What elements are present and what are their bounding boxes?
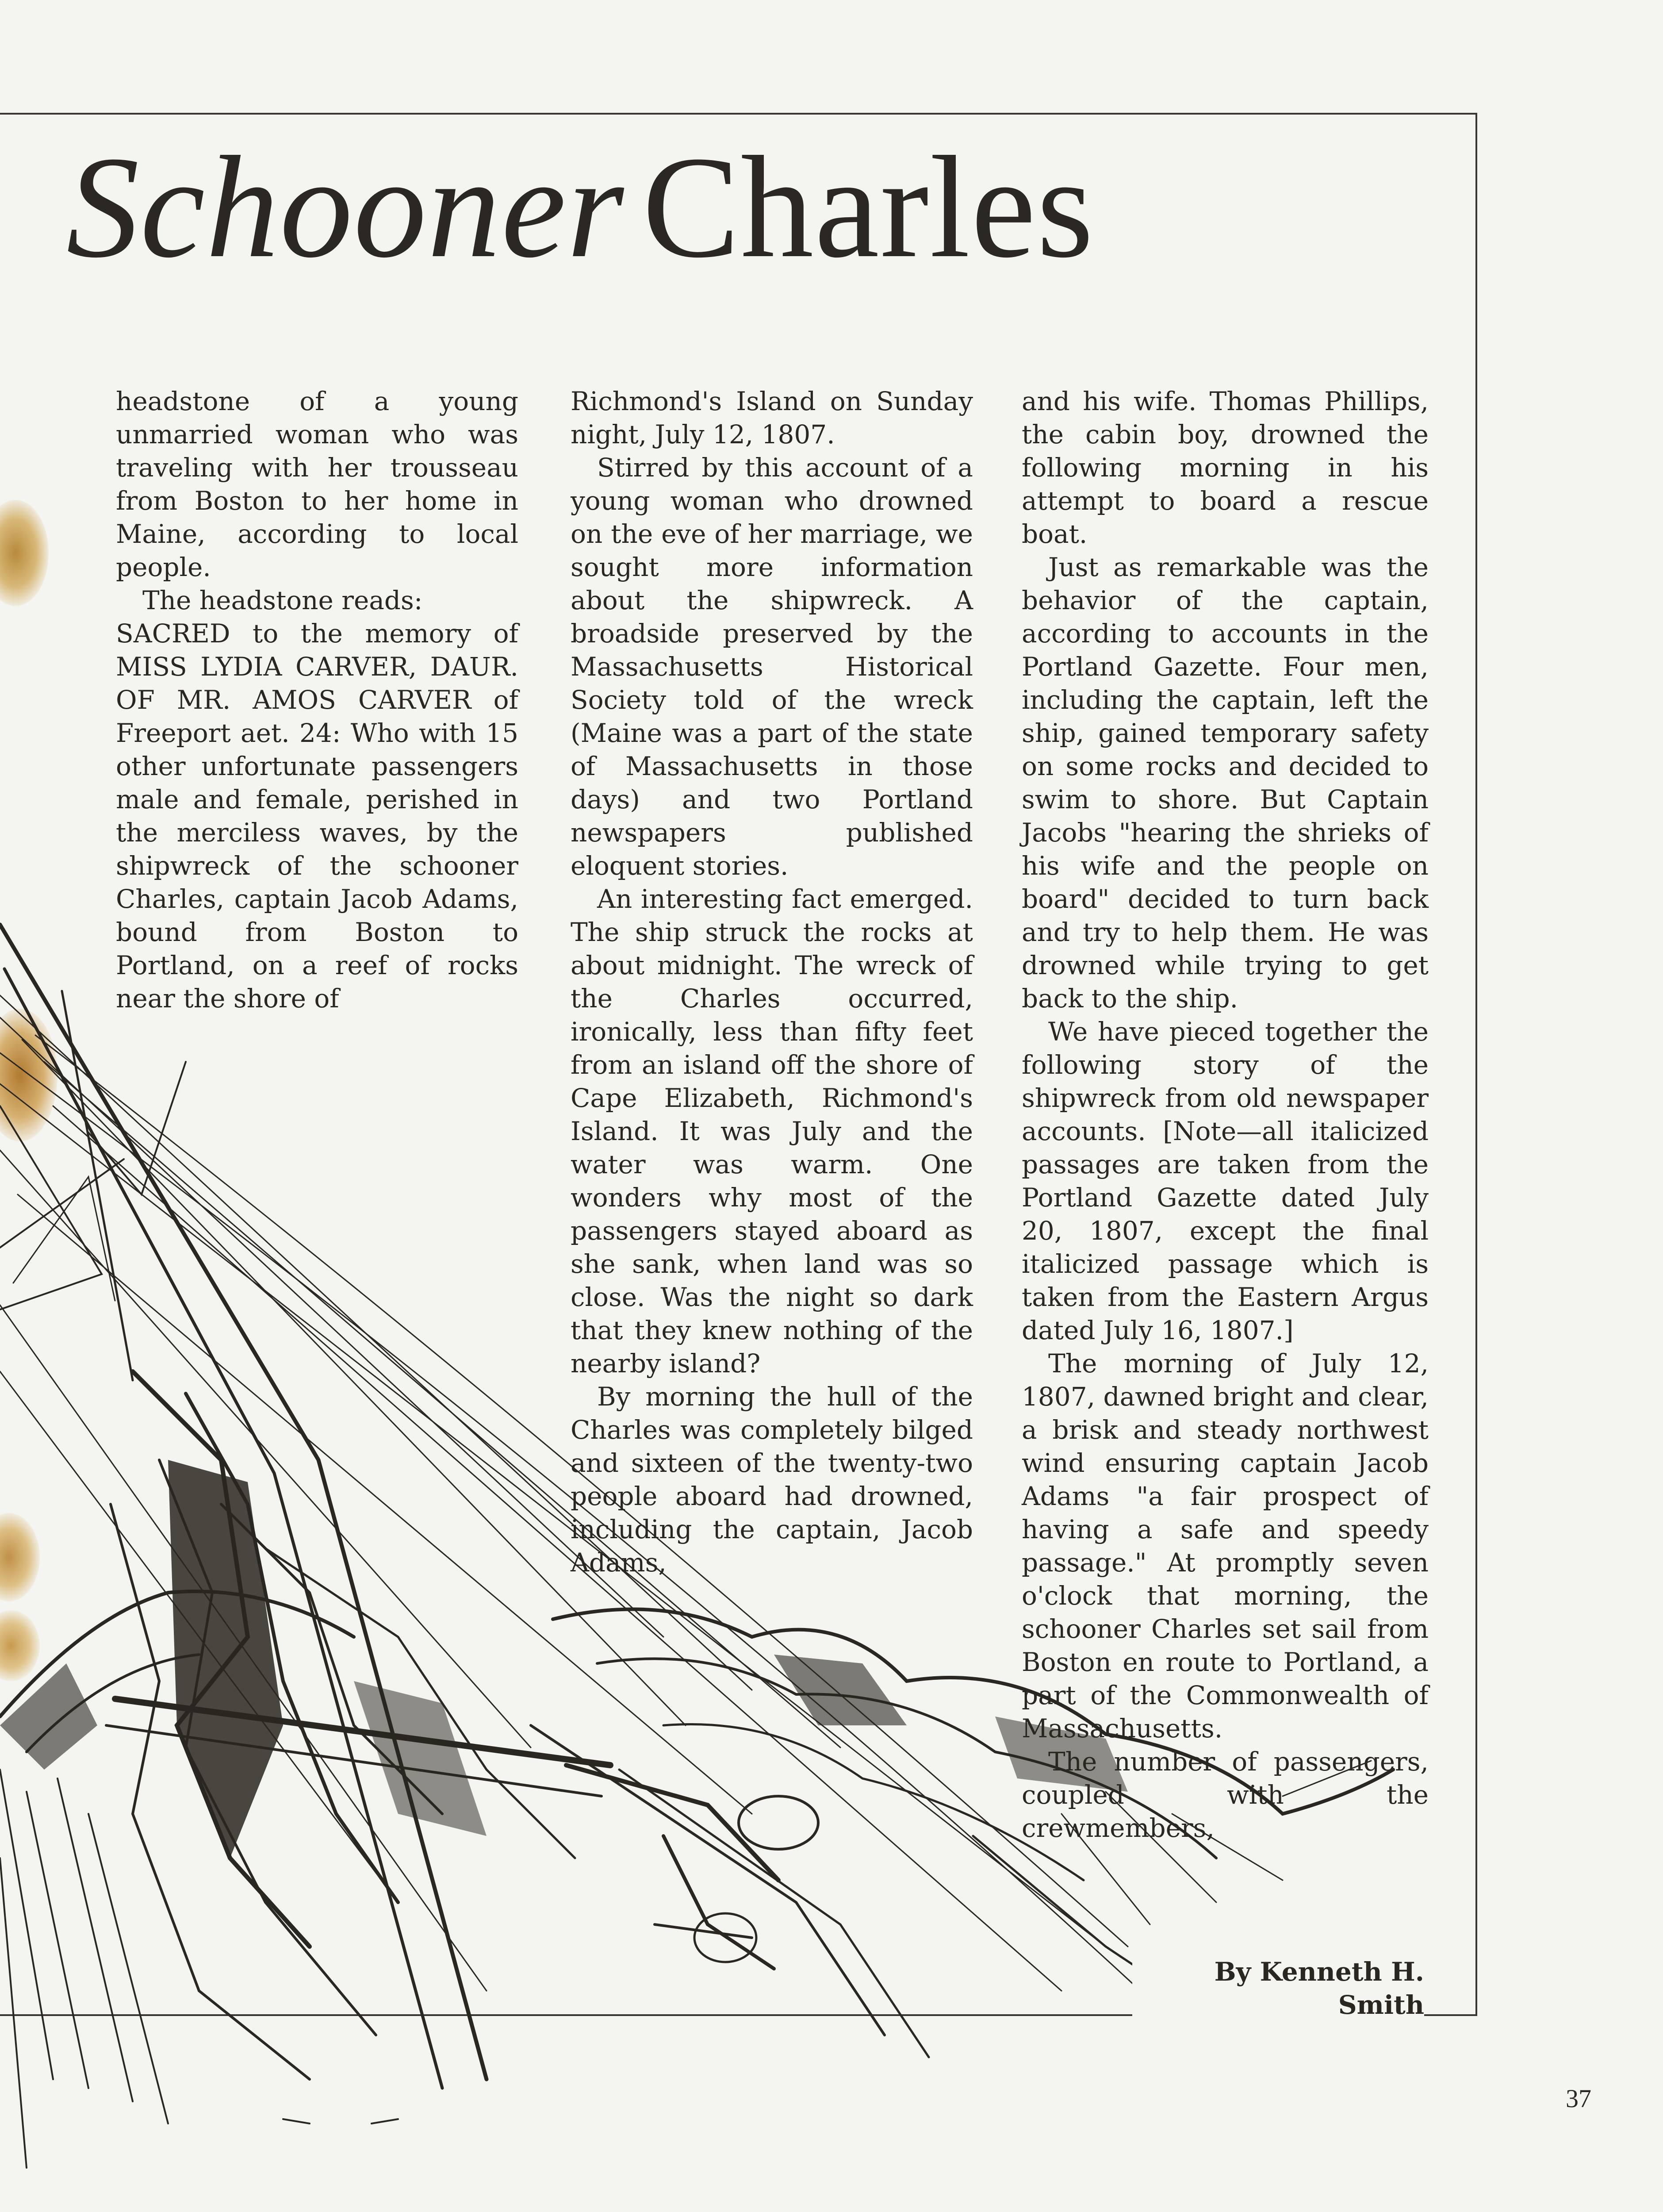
- paragraph: An interesting fact emerged. The ship struck the rocks at about midnight. The wreck of the Charles occurred, ironically, less than fifty feet from an island off the shore of Cape Elizabeth, Richmond's Island. It was July and the water was warm. One wonders why most of the passengers stayed aboard as she sank, when land was so close. Was the night so dark that they knew nothing of the nearby island?: [571, 884, 973, 1379]
- paragraph: The number of passengers, coupled with the crewmembers,: [1022, 1747, 1429, 1843]
- paragraph: The morning of July 12, 1807, dawned bright and clear, a brisk and steady northwest wind ensuring captain Jacob Adams "a fair prospect of having a safe and speedy passage." At promptly seven o'clock that morning, the schooner Charles set sail from Boston en route to Portland, a part of the Commonwealth of Massachusetts.: [1022, 1348, 1429, 1743]
- paragraph: headstone of a young unmarried woman who was traveling with her trousseau from Boston to her home in Maine, according to local people.: [116, 386, 518, 582]
- paragraph: SACRED to the memory of MISS LYDIA CARVER, DAUR. OF MR. AMOS CARVER of Freeport aet. 24: Who with 15 other unfortunate passengers male and female, perished in the merciless waves, by the shipwreck of the schooner Charles, captain Jacob Adams, bound from Boston to Portland, on a reef of rocks near the shore of: [116, 618, 518, 1014]
- paragraph: We have pieced together the following story of the shipwreck from old newspaper accounts. [Note—all italicized passages are taken from the Portland Gazette dated July 20, 1807, except the final italicized passage which is taken from the Eastern Argus dated July 16, 1807.]: [1022, 1017, 1429, 1345]
- text-column-1: [116, 385, 518, 1015]
- paragraph: The headstone reads:: [142, 585, 423, 615]
- article-title: [66, 127, 1095, 288]
- paragraph: Stirred by this account of a young woman who drowned on the eve of her marriage, we sought more information about the shipwreck. A broadside preserved by the Massachusetts Historical Society told of the wreck (Maine was a part of the state of Massachusetts in those days) and two Portland newspapers published eloquent stories.: [571, 453, 973, 881]
- text-column-2: [571, 385, 973, 1579]
- paragraph: and his wife. Thomas Phillips, the cabin boy, drowned the following morning in his attempt to board a rescue boat.: [1022, 386, 1429, 549]
- paragraph: By morning the hull of the Charles was completely bilged and sixteen of the twenty-two people aboard had drowned, including the captain, Jacob Adams,: [571, 1382, 973, 1578]
- page-number: 37: [1566, 2084, 1591, 2113]
- text-column-3: [1022, 385, 1429, 1845]
- title-roman: Charles: [642, 127, 1095, 288]
- title-italic: Schooner: [66, 127, 625, 288]
- paragraph: Just as remarkable was the behavior of the captain, according to accounts in the Portland Gazette. Four men, including the captain, left the ship, gained temporary safety on some rocks and decided to swim to shore. But Captain Jacobs "hearing the shrieks of his wife and the people on board" decided to turn back and try to help them. He was drowned while trying to get back to the ship.: [1022, 552, 1429, 1014]
- author-byline: By Kenneth H. Smith: [1132, 1955, 1424, 2022]
- paragraph: Richmond's Island on Sunday night, July 12, 1807.: [571, 386, 973, 449]
